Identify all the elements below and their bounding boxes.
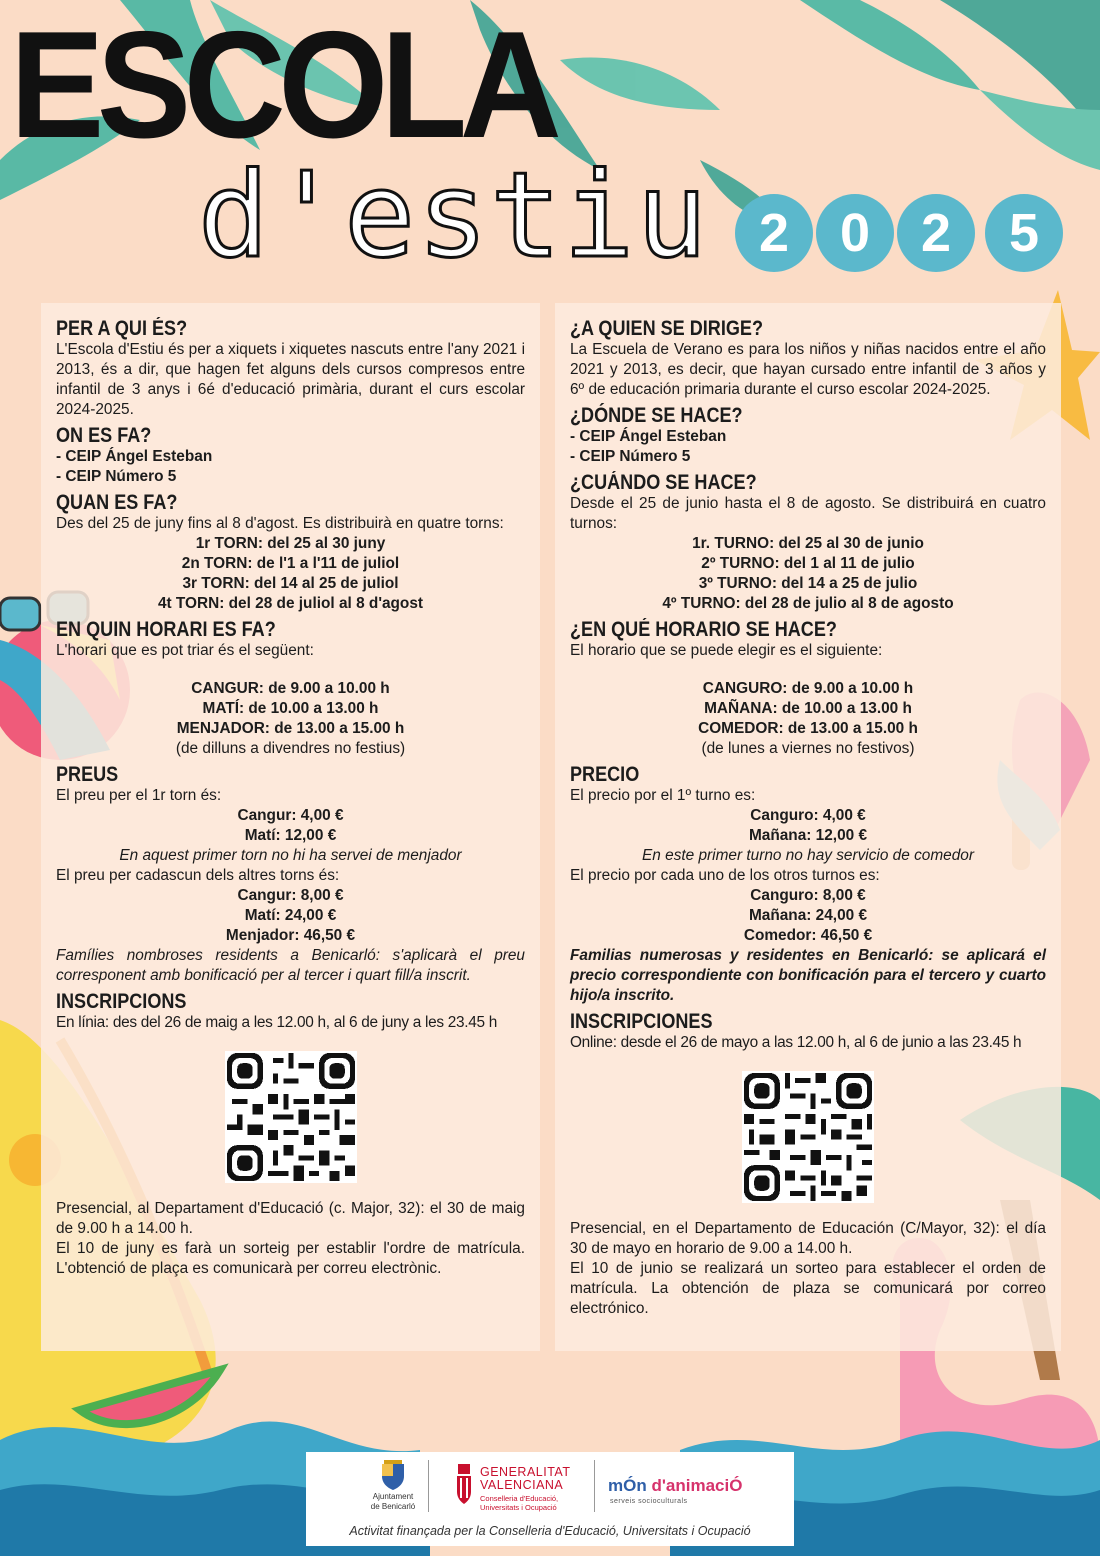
turn-item: 4t TORN: del 28 de juliol al 8 d'agost	[157, 595, 424, 612]
schedule-note: (de dilluns a divendres no festius)	[175, 740, 406, 757]
footer-divider	[428, 1460, 429, 1512]
mon-subtitle: serveis socioculturals	[610, 1498, 688, 1505]
price-item: Matí: 24,00 €	[244, 907, 337, 924]
generalitat-name: VALENCIANA	[480, 1478, 564, 1492]
section-title: ¿CUÁNDO SE HACE?	[570, 471, 757, 494]
turn-item: 2n TORN: de l'1 a l'11 de juliol	[181, 555, 400, 572]
section-title: ¿A QUIEN SE DIRIGE?	[570, 317, 764, 340]
section-text: El precio por el 1º turno es:	[570, 787, 756, 804]
online-registration: En línia: des del 26 de maig a les 12.00 h, al 6 de juny a les 23.45 h	[56, 1014, 498, 1031]
section-text: El precio por cada uno de los otros turnos es:	[570, 867, 880, 884]
discount-note: Familias numerosas y residentes en Benicarló: se aplicará el precio correspondiente con bonificación para el tercero y cuarto hijo/a inscrito.	[570, 947, 1046, 1004]
section-title: ON ES FA?	[56, 424, 152, 447]
conselleria-name: Universitats i Ocupació	[480, 1503, 557, 1512]
section-text: L'Escola d'Estiu és per a xiquets i xiquetes nascuts entre l'any 2021 i 2013, és a dir, que hagen fet alguns dels cursos compresos entre infantil de 3 anys i 6é d'educació primària, durant el curs escolar 2024-2025.	[56, 341, 525, 418]
draw-note: El 10 de junio se realizará un sorteo para establecer el orden de matrícula. La obtención de plaza se comunicará por correo electrónico.	[570, 1260, 1046, 1317]
location-item: - CEIP Número 5	[570, 448, 691, 465]
inperson-registration: Presencial, en el Departamento de Educación (C/Mayor, 32): el día 30 de mayo en horario de 9.00 a 14.00 h.	[570, 1220, 1046, 1257]
title-escola: ESCOLA	[10, 0, 555, 170]
turn-item: 3r TORN: del 14 al 25 de juliol	[182, 575, 399, 592]
generalitat-emblem-icon	[454, 1464, 474, 1504]
footer-divider	[594, 1460, 595, 1512]
price-item: Comedor: 46,50 €	[743, 927, 873, 944]
schedule-item: CANGUR: de 9.00 a 10.00 h	[191, 680, 390, 697]
section-title: PREUS	[56, 763, 119, 786]
qr-code[interactable]	[742, 1071, 874, 1203]
section-text: El horario que se puede elegir es el siguiente:	[570, 642, 883, 659]
turn-item: 3º TURNO: del 14 a 25 de julio	[698, 575, 918, 592]
section-title: PER A QUI ÉS?	[56, 317, 188, 340]
ajuntament-name: de Benicarló	[370, 1502, 416, 1511]
conselleria-name: Conselleria d'Educació,	[480, 1494, 559, 1503]
online-registration: Online: desde el 26 de mayo a las 12.00 h, al 6 de junio a las 23.45 h	[570, 1034, 1022, 1051]
generalitat-name: GENERALITAT	[480, 1465, 571, 1479]
ajuntament-logo	[358, 1460, 428, 1518]
price-item: Cangur: 4,00 €	[237, 807, 344, 824]
schedule-item: MENJADOR: de 13.00 a 15.00 h	[176, 720, 405, 737]
section-text: El preu per cadascun dels altres torns és:	[56, 867, 340, 884]
section-text: L'horari que es pot triar és el següent:	[56, 642, 314, 659]
turn-item: 2º TURNO: del 1 al 11 de julio	[701, 555, 915, 572]
footer-logos	[306, 1452, 794, 1546]
section-title: ¿DÓNDE SE HACE?	[570, 404, 743, 427]
year-digit: 5	[985, 194, 1063, 272]
mon-logo-text: mÓn	[608, 1476, 647, 1495]
ajuntament-name: Ajuntament	[372, 1492, 414, 1501]
schedule-item: MAÑANA: de 10.00 a 13.00 h	[704, 700, 912, 717]
schedule-note: (de lunes a viernes no festivos)	[701, 740, 915, 757]
price-item: Matí: 12,00 €	[244, 827, 337, 844]
discount-note: Famílies nombroses residents a Benicarló: s'aplicarà el preu corresponent amb bonificació per al tercer i quart fill/a inscrit.	[56, 947, 525, 984]
price-item: Cangur: 8,00 €	[237, 887, 344, 904]
qr-code-icon	[227, 1053, 355, 1181]
price-item: Mañana: 12,00 €	[748, 827, 868, 844]
schedule-item: CANGURO: de 9.00 a 10.00 h	[702, 680, 914, 697]
price-item: Menjador: 46,50 €	[225, 927, 356, 944]
section-title: INSCRIPCIONES	[570, 1010, 713, 1033]
price-item: Mañana: 24,00 €	[748, 907, 868, 924]
turn-item: 1r. TURNO: del 25 al 30 de junio	[692, 535, 924, 552]
year-digit: 0	[816, 194, 894, 272]
location-item: - CEIP Ángel Esteban	[570, 428, 727, 445]
turn-item: 1r TORN: del 25 al 30 juny	[195, 535, 386, 552]
section-title: INSCRIPCIONS	[56, 990, 187, 1013]
section-title: PRECIO	[570, 763, 640, 786]
turn-item: 4º TURNO: del 28 de julio al 8 de agosto	[662, 595, 954, 612]
location-item: - CEIP Número 5	[56, 468, 177, 485]
location-item: - CEIP Ángel Esteban	[56, 448, 213, 465]
section-title: EN QUIN HORARI ES FA?	[56, 618, 276, 641]
section-text: Des del 25 de juny fins al 8 d'agost. Es distribuirà en quatre torns:	[56, 515, 504, 532]
section-text: Desde el 25 de junio hasta el 8 de agosto. Se distribuirá en cuatro turnos:	[570, 495, 1046, 532]
price-note: En este primer turno no hay servicio de comedor	[642, 847, 974, 864]
inperson-registration: Presencial, al Departament d'Educació (c. Major, 32): el 30 de maig de 9.00 h a 14.00 h.	[56, 1200, 525, 1237]
section-title: QUAN ES FA?	[56, 491, 178, 514]
price-item: Canguro: 4,00 €	[750, 807, 866, 824]
title-estiu: d'estiu	[198, 146, 710, 284]
generalitat-logo	[454, 1460, 594, 1518]
panel-spanish	[555, 303, 1061, 1351]
draw-note: El 10 de juny es farà un sorteig per establir l'ordre de matrícula. L'obtenció de plaça es comunicarà per correu electrònic.	[56, 1240, 525, 1277]
funding-note: Activitat finançada per la Conselleria d'Educació, Universitats i Ocupació	[349, 1524, 751, 1538]
price-item: Canguro: 8,00 €	[750, 887, 866, 904]
animacio-logo-text: d'animaciÓ	[651, 1476, 743, 1495]
section-title: ¿EN QUÉ HORARIO SE HACE?	[570, 618, 837, 641]
schedule-item: MATÍ: de 10.00 a 13.00 h	[202, 700, 379, 717]
section-text: El preu per el 1r torn és:	[56, 787, 222, 804]
coat-of-arms-icon	[380, 1460, 406, 1490]
qr-code[interactable]	[225, 1051, 357, 1183]
section-text: La Escuela de Verano es para los niños y niñas nacidos entre el año 2021 y 2013, es decir, que hayan cursado entre infantil de 3 años y 6º de educación primaria durante el curso escolar 2024-2025.	[570, 341, 1046, 398]
year-digit: 2	[897, 194, 975, 272]
schedule-item: COMEDOR: de 13.00 a 15.00 h	[698, 720, 918, 737]
panel-catalan	[41, 303, 540, 1351]
year-digit: 2	[735, 194, 813, 272]
qr-code-icon	[744, 1073, 872, 1201]
mon-animacio-logo	[608, 1460, 778, 1518]
price-note: En aquest primer torn no hi ha servei de menjador	[119, 847, 462, 864]
